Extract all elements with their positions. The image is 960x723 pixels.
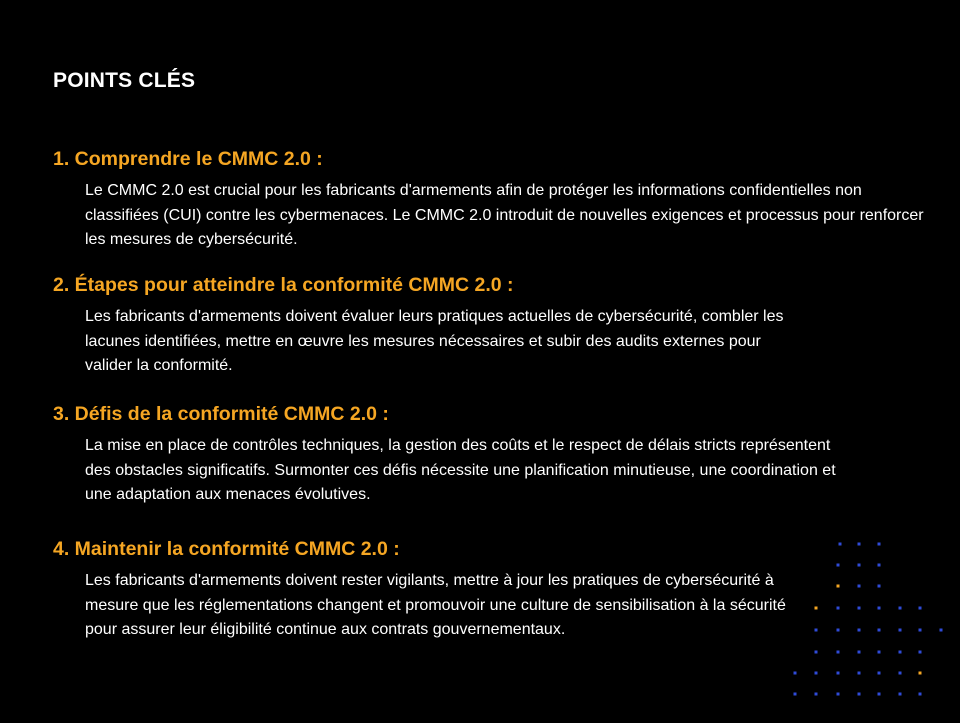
grid-dot <box>878 693 881 696</box>
section-title: 1. Comprendre le CMMC 2.0 : <box>53 148 323 170</box>
grid-dot <box>919 651 922 654</box>
section-compliance-steps <box>53 273 933 379</box>
grid-dot <box>899 651 902 654</box>
grid-dot <box>858 672 861 675</box>
grid-dot <box>794 672 797 675</box>
grid-dot <box>858 693 861 696</box>
grid-dot <box>815 672 818 675</box>
grid-dot <box>794 693 797 696</box>
grid-dot <box>837 693 840 696</box>
grid-dot <box>899 672 902 675</box>
grid-dot <box>919 672 922 675</box>
grid-dot <box>837 651 840 654</box>
grid-dot <box>815 693 818 696</box>
section-understand-cmmc <box>53 147 933 253</box>
section-body: Les fabricants d'armements doivent rester vigilants, mettre à jour les pratiques de cybersécurité à mesure que les réglementations changent et promouvoir une culture de sensibilisation à la sécurité pour assurer leur éligibilité continue aux contrats gouvernementaux. <box>85 572 786 638</box>
grid-dot <box>815 651 818 654</box>
key-points-heading: POINTS CLÉS <box>53 69 196 92</box>
section-maintain-compliance <box>53 537 933 643</box>
grid-dot <box>940 629 943 632</box>
section-body: Le CMMC 2.0 est crucial pour les fabricants d'armements afin de protéger les informations confidentielles non classifiées (CUI) contre les cybermenaces. Le CMMC 2.0 introduit de nouvelles exigences et processus pour renforcer les mesures de cybersécurité. <box>85 182 924 248</box>
section-title: 3. Défis de la conformité CMMC 2.0 : <box>53 403 389 425</box>
section-title: 2. Étapes pour atteindre la conformité CMMC 2.0 : <box>53 274 514 296</box>
grid-dot <box>858 651 861 654</box>
grid-dot <box>919 693 922 696</box>
section-body: La mise en place de contrôles techniques, la gestion des coûts et le respect de délais stricts représentent des obstacles significatifs. Surmonter ces défis nécessite une planification minutieuse, une coordination et une adaptation aux menaces évolutives. <box>85 437 836 503</box>
section-body: Les fabricants d'armements doivent évaluer leurs pratiques actuelles de cybersécurité, combler les lacunes identifiées, mettre en œuvre les mesures nécessaires et subir des audits externes pour valider la conformité. <box>85 308 784 374</box>
grid-dot <box>899 693 902 696</box>
grid-dot <box>878 651 881 654</box>
grid-dot <box>837 672 840 675</box>
section-compliance-challenges <box>53 402 933 508</box>
grid-dot <box>878 672 881 675</box>
section-title: 4. Maintenir la conformité CMMC 2.0 : <box>53 538 400 560</box>
